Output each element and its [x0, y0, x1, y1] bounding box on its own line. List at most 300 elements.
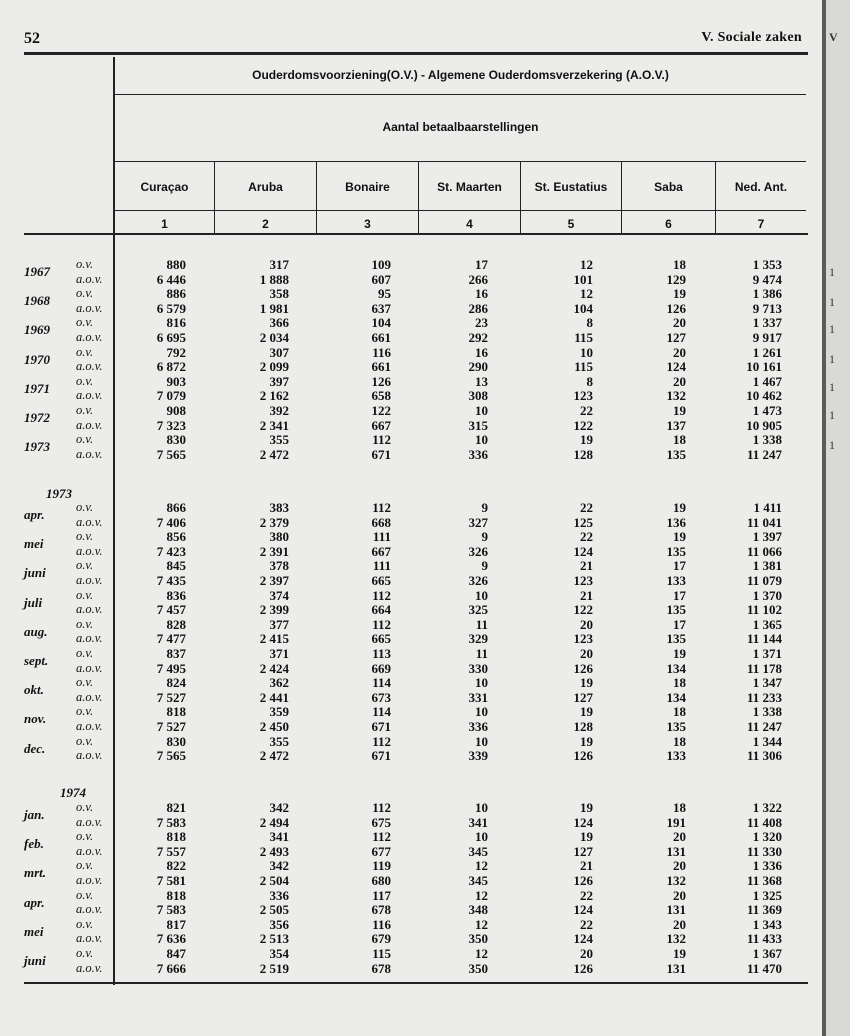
subtitle-underline	[115, 161, 806, 162]
row-type-label: a.o.v.	[76, 931, 103, 946]
row-type-label: o.v.	[76, 373, 94, 388]
col-number-4: 4	[466, 217, 473, 231]
cell-aruba: 358	[269, 286, 289, 302]
cell-saba: 133	[666, 748, 686, 764]
page-number: 52	[24, 30, 40, 47]
cell-curacao: 7 457	[156, 602, 186, 618]
row-period-label: apr.	[24, 894, 45, 910]
cell-ned-ant: 1 336	[752, 858, 782, 874]
cell-saba: 134	[666, 660, 686, 676]
col-header-curacao: Curaçao	[140, 180, 189, 194]
cell-curacao: 7 583	[156, 902, 186, 918]
cell-aruba: 2 493	[259, 843, 289, 859]
row-period-label: 1970	[24, 351, 50, 367]
cell-aruba: 359	[269, 704, 289, 720]
cell-curacao: 847	[166, 946, 186, 961]
cell-curacao: 7 565	[156, 446, 186, 462]
cell-aruba: 356	[269, 916, 289, 932]
cell-ned-ant: 1 344	[752, 733, 782, 749]
cell-bonaire: 680	[371, 873, 391, 888]
cell-st-eustatius: 115	[574, 330, 593, 345]
row-period-label: sept.	[24, 653, 49, 668]
cell-st-maarten: 10	[475, 733, 488, 749]
cell-saba: 19	[673, 529, 686, 545]
cell-curacao: 856	[166, 529, 186, 545]
cell-bonaire: 111	[372, 529, 391, 545]
cell-ned-ant: 1 353	[752, 257, 782, 272]
cell-st-maarten: 10	[475, 403, 488, 418]
cell-aruba: 378	[269, 558, 289, 574]
row-type-label: o.v.	[76, 829, 94, 844]
cell-saba: 137	[666, 417, 686, 433]
cell-st-maarten: 345	[468, 873, 488, 888]
col-header-bonaire: Bonaire	[345, 180, 390, 194]
cell-aruba: 366	[269, 315, 289, 331]
cell-st-eustatius: 22	[580, 403, 593, 418]
cell-aruba: 377	[269, 616, 289, 632]
cell-st-maarten: 9	[481, 500, 488, 515]
cell-st-maarten: 329	[468, 631, 488, 647]
cell-st-eustatius: 126	[573, 748, 593, 764]
cell-ned-ant: 1 473	[752, 403, 782, 418]
cell-saba: 131	[666, 843, 686, 859]
cell-saba: 124	[666, 359, 686, 375]
row-type-label: o.v.	[76, 344, 94, 359]
row-period-label: aug.	[24, 623, 48, 639]
cell-st-maarten: 23	[475, 315, 488, 331]
adjacent-page-edge	[822, 0, 850, 1036]
cell-ned-ant: 1 367	[752, 946, 782, 961]
cell-st-eustatius: 19	[580, 800, 593, 815]
cell-bonaire: 122	[371, 403, 391, 418]
cell-st-eustatius: 124	[573, 814, 593, 830]
cell-aruba: 2 472	[259, 748, 289, 764]
cell-bonaire: 117	[372, 887, 391, 903]
cell-bonaire: 677	[371, 843, 391, 859]
cell-st-eustatius: 22	[580, 916, 593, 932]
cell-ned-ant: 9 917	[752, 330, 782, 345]
cell-st-maarten: 10	[475, 800, 488, 815]
cell-saba: 19	[673, 946, 686, 961]
cell-curacao: 792	[166, 344, 186, 360]
cell-aruba: 2 099	[259, 359, 289, 375]
edge-letter: 1	[829, 352, 835, 366]
cell-bonaire: 114	[372, 675, 391, 691]
cell-ned-ant: 1 347	[752, 675, 782, 691]
cell-st-maarten: 327	[468, 514, 488, 530]
cell-st-eustatius: 22	[580, 529, 593, 545]
cell-ned-ant: 11 408	[746, 814, 782, 830]
cell-curacao: 836	[166, 587, 186, 603]
edge-letter: 1	[829, 380, 835, 394]
cell-saba: 18	[673, 733, 686, 749]
cell-curacao: 824	[166, 675, 186, 691]
cell-saba: 134	[666, 689, 686, 705]
row-type-label: a.o.v.	[76, 417, 103, 432]
cell-st-maarten: 11	[475, 646, 488, 661]
cell-saba: 20	[673, 344, 686, 360]
cell-st-maarten: 13	[475, 373, 488, 389]
cell-st-eustatius: 124	[573, 543, 593, 559]
cell-curacao: 7 527	[156, 719, 186, 734]
cell-st-maarten: 330	[468, 660, 488, 676]
cell-curacao: 880	[166, 257, 186, 272]
cell-saba: 135	[666, 602, 686, 618]
cell-st-maarten: 12	[475, 916, 488, 932]
cell-st-maarten: 10	[475, 587, 488, 603]
col-number-1: 1	[161, 217, 168, 231]
cell-aruba: 2 494	[259, 814, 289, 830]
cell-saba: 131	[666, 960, 686, 976]
cell-ned-ant: 11 233	[746, 689, 782, 705]
cell-aruba: 307	[269, 344, 289, 360]
cell-ned-ant: 1 386	[752, 286, 782, 302]
edge-letter: 1	[829, 322, 835, 336]
cell-saba: 20	[673, 829, 686, 845]
cell-aruba: 2 424	[259, 660, 289, 676]
cell-ned-ant: 11 330	[746, 843, 782, 859]
cell-ned-ant: 1 343	[752, 916, 782, 932]
row-period-label: jan.	[24, 807, 45, 822]
cell-curacao: 830	[166, 432, 186, 448]
cell-bonaire: 109	[371, 257, 391, 272]
cell-st-maarten: 11	[475, 616, 488, 632]
cell-aruba: 354	[269, 946, 289, 961]
cell-st-eustatius: 126	[573, 873, 593, 888]
cell-st-maarten: 348	[468, 902, 488, 918]
cell-aruba: 392	[269, 403, 289, 418]
cell-bonaire: 113	[372, 646, 391, 661]
cell-st-maarten: 326	[468, 573, 488, 588]
cell-aruba: 380	[269, 529, 289, 545]
col-header-st-maarten: St. Maarten	[437, 180, 502, 194]
cell-saba: 132	[666, 931, 686, 947]
row-period-label: apr.	[24, 507, 45, 522]
table-title: Ouderdomsvoorziening(O.V.) - Algemene Ouderdomsverzekering (A.O.V.)	[252, 68, 669, 82]
cell-aruba: 2 397	[259, 573, 289, 588]
cell-bonaire: 658	[371, 388, 391, 404]
cell-bonaire: 675	[371, 814, 391, 830]
cell-saba: 129	[666, 271, 686, 287]
cell-st-maarten: 266	[468, 271, 488, 287]
cell-st-maarten: 10	[475, 675, 488, 691]
cell-ned-ant: 11 306	[746, 748, 782, 764]
row-period-label: 1967	[24, 264, 50, 279]
cell-st-maarten: 350	[468, 931, 488, 947]
title-underline	[115, 94, 806, 95]
cell-st-maarten: 315	[468, 417, 488, 433]
row-period-label: 1968	[24, 293, 50, 309]
cell-st-maarten: 10	[475, 432, 488, 448]
row-type-label: a.o.v.	[76, 359, 103, 374]
cell-saba: 19	[673, 646, 686, 661]
cell-saba: 20	[673, 858, 686, 874]
row-type-label: o.v.	[76, 733, 94, 748]
cell-st-maarten: 9	[481, 529, 488, 545]
row-type-label: a.o.v.	[76, 902, 103, 917]
row-type-label: a.o.v.	[76, 271, 103, 286]
cell-ned-ant: 1 338	[752, 432, 782, 448]
cell-curacao: 7 477	[156, 631, 186, 647]
cell-curacao: 7 079	[156, 388, 186, 404]
cell-curacao: 7 666	[156, 960, 186, 976]
row-period-label: 1971	[24, 380, 50, 396]
cell-ned-ant: 11 178	[746, 660, 782, 676]
cell-st-eustatius: 125	[573, 514, 593, 530]
cell-st-eustatius: 10	[580, 344, 593, 360]
col-number-3: 3	[364, 217, 371, 231]
cell-curacao: 6 695	[156, 330, 186, 345]
cell-st-eustatius: 19	[580, 733, 593, 749]
section-year-1974: 1974	[60, 785, 86, 800]
cell-saba: 19	[673, 403, 686, 418]
cell-saba: 135	[666, 446, 686, 462]
cell-st-eustatius: 21	[580, 858, 593, 874]
cell-aruba: 342	[269, 858, 289, 874]
cell-saba: 18	[673, 704, 686, 720]
cell-st-eustatius: 20	[580, 946, 593, 961]
cell-ned-ant: 1 261	[752, 344, 782, 360]
row-type-label: a.o.v.	[76, 873, 103, 887]
col-number-7: 7	[757, 217, 765, 231]
cell-st-maarten: 336	[468, 719, 488, 734]
cell-aruba: 1 981	[259, 300, 289, 316]
cell-aruba: 2 034	[259, 330, 289, 345]
cell-bonaire: 119	[372, 858, 391, 874]
cell-curacao: 817	[166, 916, 186, 932]
cell-ned-ant: 11 247	[746, 719, 782, 734]
cell-st-eustatius: 124	[573, 902, 593, 918]
cell-curacao: 821	[166, 800, 186, 815]
col-number-6: 6	[665, 217, 672, 231]
cell-aruba: 397	[269, 373, 289, 389]
edge-letter: 1	[829, 408, 835, 422]
cell-curacao: 837	[166, 646, 186, 661]
cell-ned-ant: 11 433	[746, 931, 782, 947]
cell-st-eustatius: 20	[580, 646, 593, 661]
row-type-label: a.o.v.	[76, 330, 103, 344]
cell-st-maarten: 341	[468, 814, 488, 830]
cell-curacao: 845	[166, 558, 186, 574]
cell-curacao: 7 435	[156, 573, 186, 588]
cell-st-maarten: 308	[468, 388, 488, 404]
row-type-label: a.o.v.	[76, 631, 103, 646]
cell-st-maarten: 12	[475, 887, 488, 903]
cell-saba: 126	[666, 300, 686, 316]
cell-aruba: 317	[269, 257, 289, 272]
row-type-label: a.o.v.	[76, 602, 103, 617]
row-type-label: a.o.v.	[76, 843, 103, 858]
cell-saba: 20	[673, 373, 686, 389]
cell-saba: 135	[666, 543, 686, 559]
colhead-underline	[115, 210, 806, 211]
cell-ned-ant: 1 338	[752, 704, 782, 720]
cell-st-eustatius: 19	[580, 829, 593, 845]
row-type-label: a.o.v.	[76, 814, 103, 829]
cell-st-eustatius: 8	[586, 315, 593, 331]
cell-aruba: 2 450	[259, 719, 289, 734]
cell-saba: 135	[666, 631, 686, 647]
cell-bonaire: 671	[371, 719, 391, 734]
row-period-label: 1972	[24, 410, 50, 425]
cell-curacao: 7 636	[156, 931, 186, 947]
row-period-label: mei	[24, 923, 44, 939]
cell-ned-ant: 11 247	[746, 446, 782, 462]
cell-saba: 17	[673, 616, 686, 632]
cell-st-maarten: 17	[475, 257, 488, 272]
cell-bonaire: 607	[371, 271, 391, 287]
col-number-2: 2	[262, 217, 269, 231]
cell-st-eustatius: 19	[580, 432, 593, 448]
cell-curacao: 886	[166, 286, 186, 302]
row-type-label: o.v.	[76, 616, 94, 631]
cell-ned-ant: 11 369	[746, 902, 782, 918]
row-type-label: a.o.v.	[76, 388, 103, 403]
header-bottom-rule	[24, 233, 808, 235]
cell-aruba: 2 505	[259, 902, 289, 918]
cell-st-eustatius: 21	[580, 587, 593, 603]
cell-st-maarten: 286	[468, 300, 488, 316]
row-period-label: dec.	[24, 740, 46, 756]
cell-saba: 135	[666, 719, 686, 734]
cell-st-maarten: 290	[468, 359, 488, 375]
row-type-label: o.v.	[76, 587, 94, 602]
row-type-label: o.v.	[76, 916, 94, 931]
cell-bonaire: 112	[372, 432, 391, 448]
cell-bonaire: 665	[371, 573, 391, 588]
row-type-label: o.v.	[76, 500, 94, 514]
row-type-label: a.o.v.	[76, 514, 103, 529]
cell-bonaire: 115	[372, 946, 391, 961]
cell-curacao: 828	[166, 616, 186, 632]
row-type-label: a.o.v.	[76, 748, 103, 763]
cell-ned-ant: 11 066	[746, 543, 782, 559]
row-type-label: a.o.v.	[76, 446, 103, 461]
row-type-label: o.v.	[76, 558, 94, 573]
cell-bonaire: 678	[371, 902, 391, 918]
cell-st-eustatius: 21	[580, 558, 593, 574]
cell-st-maarten: 325	[468, 602, 488, 618]
cell-ned-ant: 1 397	[752, 529, 782, 545]
cell-saba: 127	[666, 330, 686, 345]
row-type-label: o.v.	[76, 257, 94, 271]
cell-st-eustatius: 101	[573, 271, 593, 287]
cell-curacao: 908	[166, 403, 186, 418]
cell-curacao: 818	[166, 887, 186, 903]
cell-bonaire: 116	[372, 344, 391, 360]
cell-curacao: 7 423	[156, 543, 186, 559]
cell-bonaire: 112	[372, 800, 391, 815]
cell-ned-ant: 11 144	[746, 631, 782, 647]
cell-bonaire: 667	[371, 417, 391, 433]
cell-st-eustatius: 19	[580, 675, 593, 691]
row-period-label: 1969	[24, 322, 50, 338]
cell-saba: 132	[666, 873, 686, 888]
cell-st-eustatius: 126	[573, 660, 593, 676]
cell-ned-ant: 11 368	[746, 873, 782, 888]
cell-st-maarten: 10	[475, 829, 488, 845]
cell-st-eustatius: 128	[573, 446, 593, 462]
edge-letter: V	[829, 30, 838, 44]
cell-saba: 18	[673, 800, 686, 815]
cell-bonaire: 114	[372, 704, 391, 720]
cell-st-eustatius: 12	[580, 257, 593, 272]
cell-aruba: 2 162	[259, 388, 289, 404]
cell-st-maarten: 345	[468, 843, 488, 859]
cell-saba: 18	[673, 432, 686, 448]
cell-aruba: 342	[269, 800, 289, 815]
cell-st-eustatius: 124	[573, 931, 593, 947]
cell-aruba: 1 888	[259, 271, 289, 287]
cell-ned-ant: 1 371	[752, 646, 782, 661]
cell-bonaire: 671	[371, 748, 391, 764]
row-period-label: nov.	[24, 711, 47, 727]
cell-st-eustatius: 22	[580, 887, 593, 903]
row-type-label: o.v.	[76, 403, 94, 417]
cell-bonaire: 111	[372, 558, 391, 574]
cell-st-eustatius: 126	[573, 960, 593, 976]
cell-curacao: 7 495	[156, 660, 186, 676]
cell-st-eustatius: 19	[580, 704, 593, 720]
cell-curacao: 816	[166, 315, 186, 331]
cell-st-eustatius: 22	[580, 500, 593, 515]
cell-bonaire: 673	[371, 689, 391, 705]
row-type-label: o.v.	[76, 432, 94, 447]
cell-bonaire: 667	[371, 543, 391, 559]
row-type-label: o.v.	[76, 946, 94, 960]
cell-ned-ant: 9 474	[752, 271, 782, 287]
section-year-1973: 1973	[46, 486, 72, 501]
cell-st-maarten: 350	[468, 960, 488, 976]
row-type-label: o.v.	[76, 887, 94, 902]
cell-aruba: 355	[269, 432, 289, 448]
cell-saba: 17	[673, 587, 686, 603]
cell-saba: 191	[666, 814, 686, 830]
cell-ned-ant: 1 411	[753, 500, 782, 515]
cell-st-eustatius: 12	[580, 286, 593, 302]
cell-ned-ant: 1 365	[752, 616, 782, 632]
cell-curacao: 6 872	[156, 359, 186, 375]
row-type-label: o.v.	[76, 315, 94, 330]
cell-bonaire: 668	[371, 514, 391, 530]
row-period-label: feb.	[24, 836, 44, 852]
cell-bonaire: 95	[378, 286, 391, 302]
cell-curacao: 830	[166, 733, 186, 749]
cell-ned-ant: 1 381	[752, 558, 782, 574]
row-type-label: o.v.	[76, 529, 94, 544]
cell-curacao: 7 406	[156, 514, 186, 530]
row-type-label: a.o.v.	[76, 300, 103, 315]
cell-curacao: 7 581	[156, 873, 186, 888]
col-number-5: 5	[567, 217, 575, 231]
cell-bonaire: 661	[371, 330, 391, 345]
cell-st-eustatius: 115	[574, 359, 593, 375]
cell-bonaire: 112	[372, 616, 391, 632]
cell-bonaire: 126	[371, 373, 391, 389]
row-type-label: o.v.	[76, 800, 94, 814]
col-header-aruba: Aruba	[248, 180, 283, 194]
cell-ned-ant: 11 041	[746, 514, 782, 530]
row-period-label: mei	[24, 536, 44, 552]
cell-st-eustatius: 122	[573, 602, 593, 618]
col-header-st-eustatius: St. Eustatius	[534, 180, 608, 194]
cell-ned-ant: 11 079	[746, 573, 782, 588]
cell-aruba: 383	[269, 500, 289, 515]
cell-bonaire: 664	[371, 602, 391, 618]
cell-st-maarten: 336	[468, 446, 488, 462]
cell-ned-ant: 11 470	[746, 960, 782, 976]
cell-saba: 133	[666, 573, 686, 588]
